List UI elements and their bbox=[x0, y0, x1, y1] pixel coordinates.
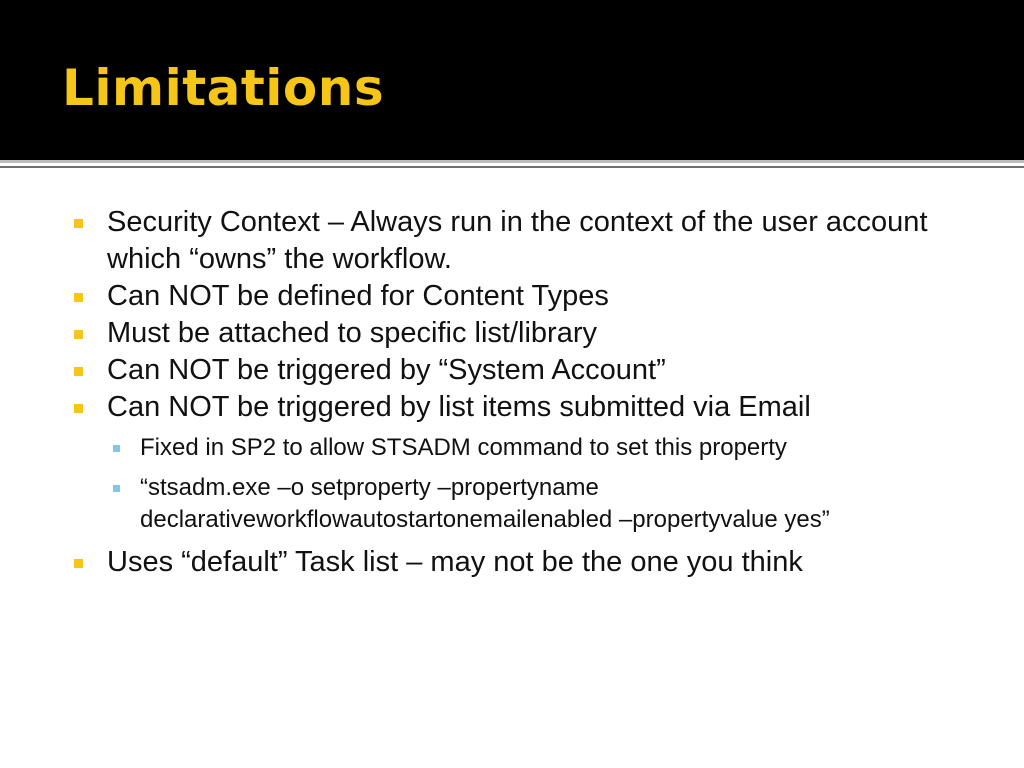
bullet-item-security-context bbox=[70, 204, 980, 278]
sub-bullet-text: Fixed in SP2 to allow STSADM command to set this property bbox=[140, 434, 787, 461]
square-sub-bullet-icon bbox=[113, 485, 120, 492]
square-bullet-icon bbox=[74, 367, 83, 376]
square-sub-bullet-icon bbox=[113, 445, 120, 452]
square-bullet-icon bbox=[74, 330, 83, 339]
bullet-item-list-library bbox=[70, 315, 980, 352]
sub-bullet-text: “stsadm.exe –o setproperty –propertyname declarativeworkflowautostartonemailenabled –propertyvalue yes” bbox=[140, 474, 830, 533]
slide-body bbox=[70, 204, 980, 581]
bullet-text: Uses “default” Task list – may not be the one you think bbox=[107, 546, 803, 578]
bullet-text: Can NOT be triggered by “System Account” bbox=[107, 354, 666, 386]
bullet-item-system-account bbox=[70, 352, 980, 389]
bullet-text: Must be attached to specific list/library bbox=[107, 317, 597, 349]
square-bullet-icon bbox=[74, 404, 83, 413]
bullet-item-content-types bbox=[70, 278, 980, 315]
slide-title: Limitations bbox=[62, 59, 385, 117]
divider-dark bbox=[0, 166, 1024, 168]
square-bullet-icon bbox=[74, 293, 83, 302]
bullet-text: Security Context – Always run in the context of the user account which “owns” the workflow. bbox=[107, 206, 928, 275]
square-bullet-icon bbox=[74, 219, 83, 228]
bullet-item-email bbox=[70, 389, 980, 426]
bullet-item-task-list bbox=[70, 544, 980, 581]
square-bullet-icon bbox=[74, 559, 83, 568]
title-bar bbox=[0, 0, 1024, 160]
sub-bullet-item-sp2 bbox=[70, 432, 980, 464]
sub-bullet-item-stsadm bbox=[70, 472, 980, 536]
bullet-list-continued bbox=[70, 544, 980, 581]
bullet-text: Can NOT be defined for Content Types bbox=[107, 280, 609, 312]
bullet-list bbox=[70, 204, 980, 426]
sub-bullet-list bbox=[70, 432, 980, 536]
bullet-text: Can NOT be triggered by list items submitted via Email bbox=[107, 391, 811, 423]
